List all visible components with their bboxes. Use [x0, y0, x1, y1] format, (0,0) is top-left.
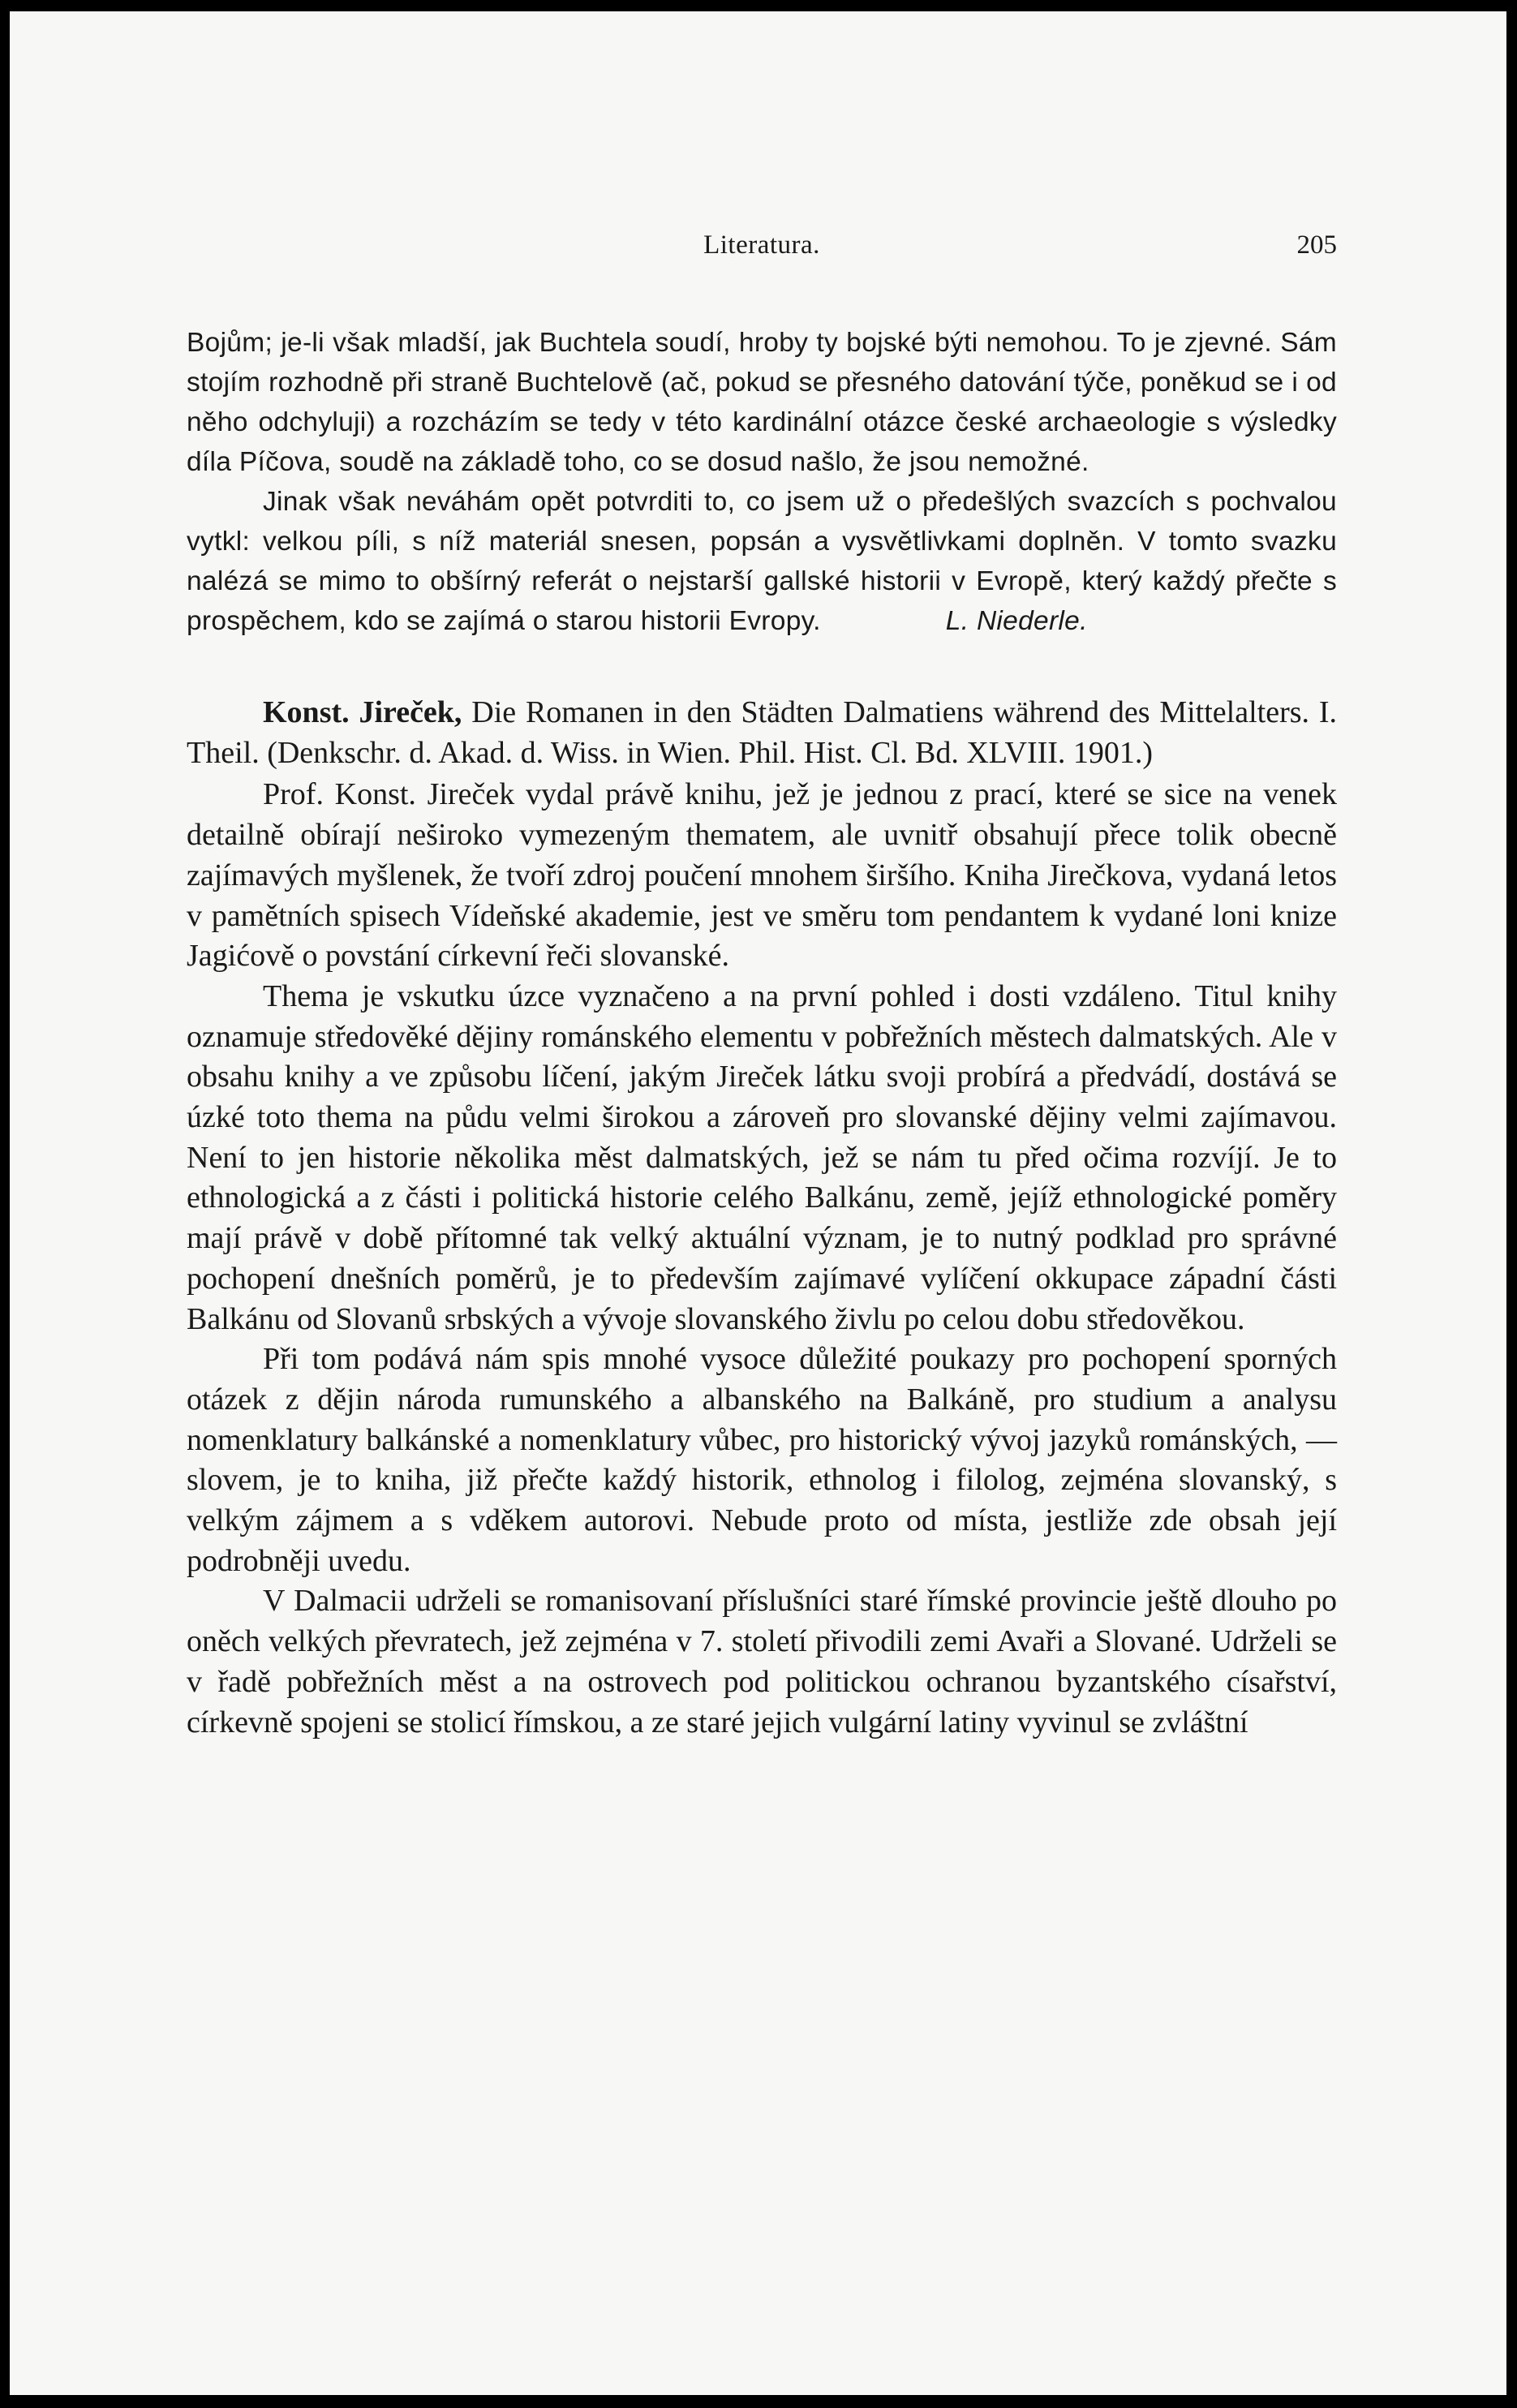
review-two-paragraph-1: Prof. Konst. Jireček vydal právě knihu, jež je jednou z prací, které se sice na venek detailně obírají neširoko vymezeným thematem, ale uvnitř obsahují přece tolik obecně zajímavých myšlenek, že tvoří zdroj poučení mnohem širšího. Kniha Jirečkova, vydaná letos v pamětních spisech Vídeňské akademie, jest ve směru tom pendantem k vydané loni knize Jagićově o povstání církevní řeči slovanské. [187, 777, 1337, 974]
page-content [187, 230, 1337, 1743]
review-two-paragraph-4: V Dalmacii udrželi se romanisovaní příslušníci staré římské provincie ještě dlouho po oněch velkých převratech, jež zejména v 7. století přivodili zemi Avaři a Slované. Udrželi se v řadě pobřežních měst a na ostrovech pod politickou ochranou byzantského císařství, církevně spojeni se stolicí římskou, a ze staré jejich vulgární latiny vyvinul se zvláštní [187, 1584, 1337, 1739]
reviewer-signature: L. Niederle. [945, 606, 1088, 636]
running-header [187, 230, 1337, 279]
bibliographic-entry [187, 693, 1337, 773]
page-number: 205 [1296, 230, 1337, 260]
review-niederle [187, 323, 1337, 641]
review-jirecek [187, 693, 1337, 1743]
scanned-page [10, 11, 1506, 2395]
review-two-paragraph-3: Při tom podává nám spis mnohé vysoce důležité poukazy pro pochopení sporných otázek z dějin národa rumunského a albanského na Balkáně, pro studium a analysu nomenklatury balkánské a nomenklatury vůbec, pro historický vývoj jazyků románských, — slovem, je to kniha, již přečte každý historik, ethnolog i filolog, zejména slovanský, s velkým zájmem a s vděkem autorovi. Nebude proto od místa, jestliže zde obsah její podrobněji uvedu. [187, 1342, 1337, 1578]
review-two-paragraph-2: Thema je vskutku úzce vyznačeno a na první pohled i dosti vzdáleno. Titul knihy oznamuje středověké dějiny románského elementu v pobřežních městech dalmatských. Ale v obsahu knihy a ve způsobu líčení, jakým Jireček látku svoji probírá a předvádí, dostává se úzké toto thema na půdu velmi širokou a zároveň pro slovanské dějiny velmi zajímavou. Není to jen historie několika měst dalmatských, jež se nám tu před očima rozvíjí. Je to ethnologická a z části i politická historie celého Balkánu, země, jejíž ethnologické poměry mají právě v době přítomné tak velký aktuální význam, je to nutný podklad pro správné pochopení dnešních poměrů, je to především zajímavé vylíčení okkupace západní části Balkánu od Slovanů srbských a vývoje slovanského živlu po celou dobu středověkou. [187, 978, 1337, 1336]
review-one-paragraph-1: Bojům; je-li však mladší, jak Buchtela soudí, hroby ty bojské býti nemohou. To je zjevné. Sám stojím rozhodně při straně Buchtelově (ač, pokud se přesného datování týče, poněkud se i od něho odchyluji) a rozcházím se tedy v této kardinální otázce české archaeologie s výsledky díla Píčova, soudě na základě toho, co se dosud našlo, že jsou nemožné. [187, 328, 1337, 477]
entry-author: Konst. Jireček, [263, 695, 462, 729]
running-title: Literatura. [703, 230, 820, 260]
review-one-paragraph-2 [187, 482, 1337, 641]
entry-citation: Die Romanen in den Städten Dalmatiens während des Mittelalters. I. Theil. (Denkschr. d. Akad. d. Wiss. in Wien. Phil. Hist. Cl. Bd. XLVIII. 1901.) [187, 695, 1337, 770]
review-one-paragraph-2-text: Jinak však neváhám opět potvrditi to, co jsem už o předešlých svazcích s pochvalou vytkl: velkou píli, s níž materiál snesen, popsán a vysvětlivkami doplněn. V tomto svazku nalézá se mimo to obšírný referát o nejstarší gallské historii v Evropě, který každý přečte s prospěchem, kdo se zajímá o starou historii Evropy. [187, 487, 1337, 636]
